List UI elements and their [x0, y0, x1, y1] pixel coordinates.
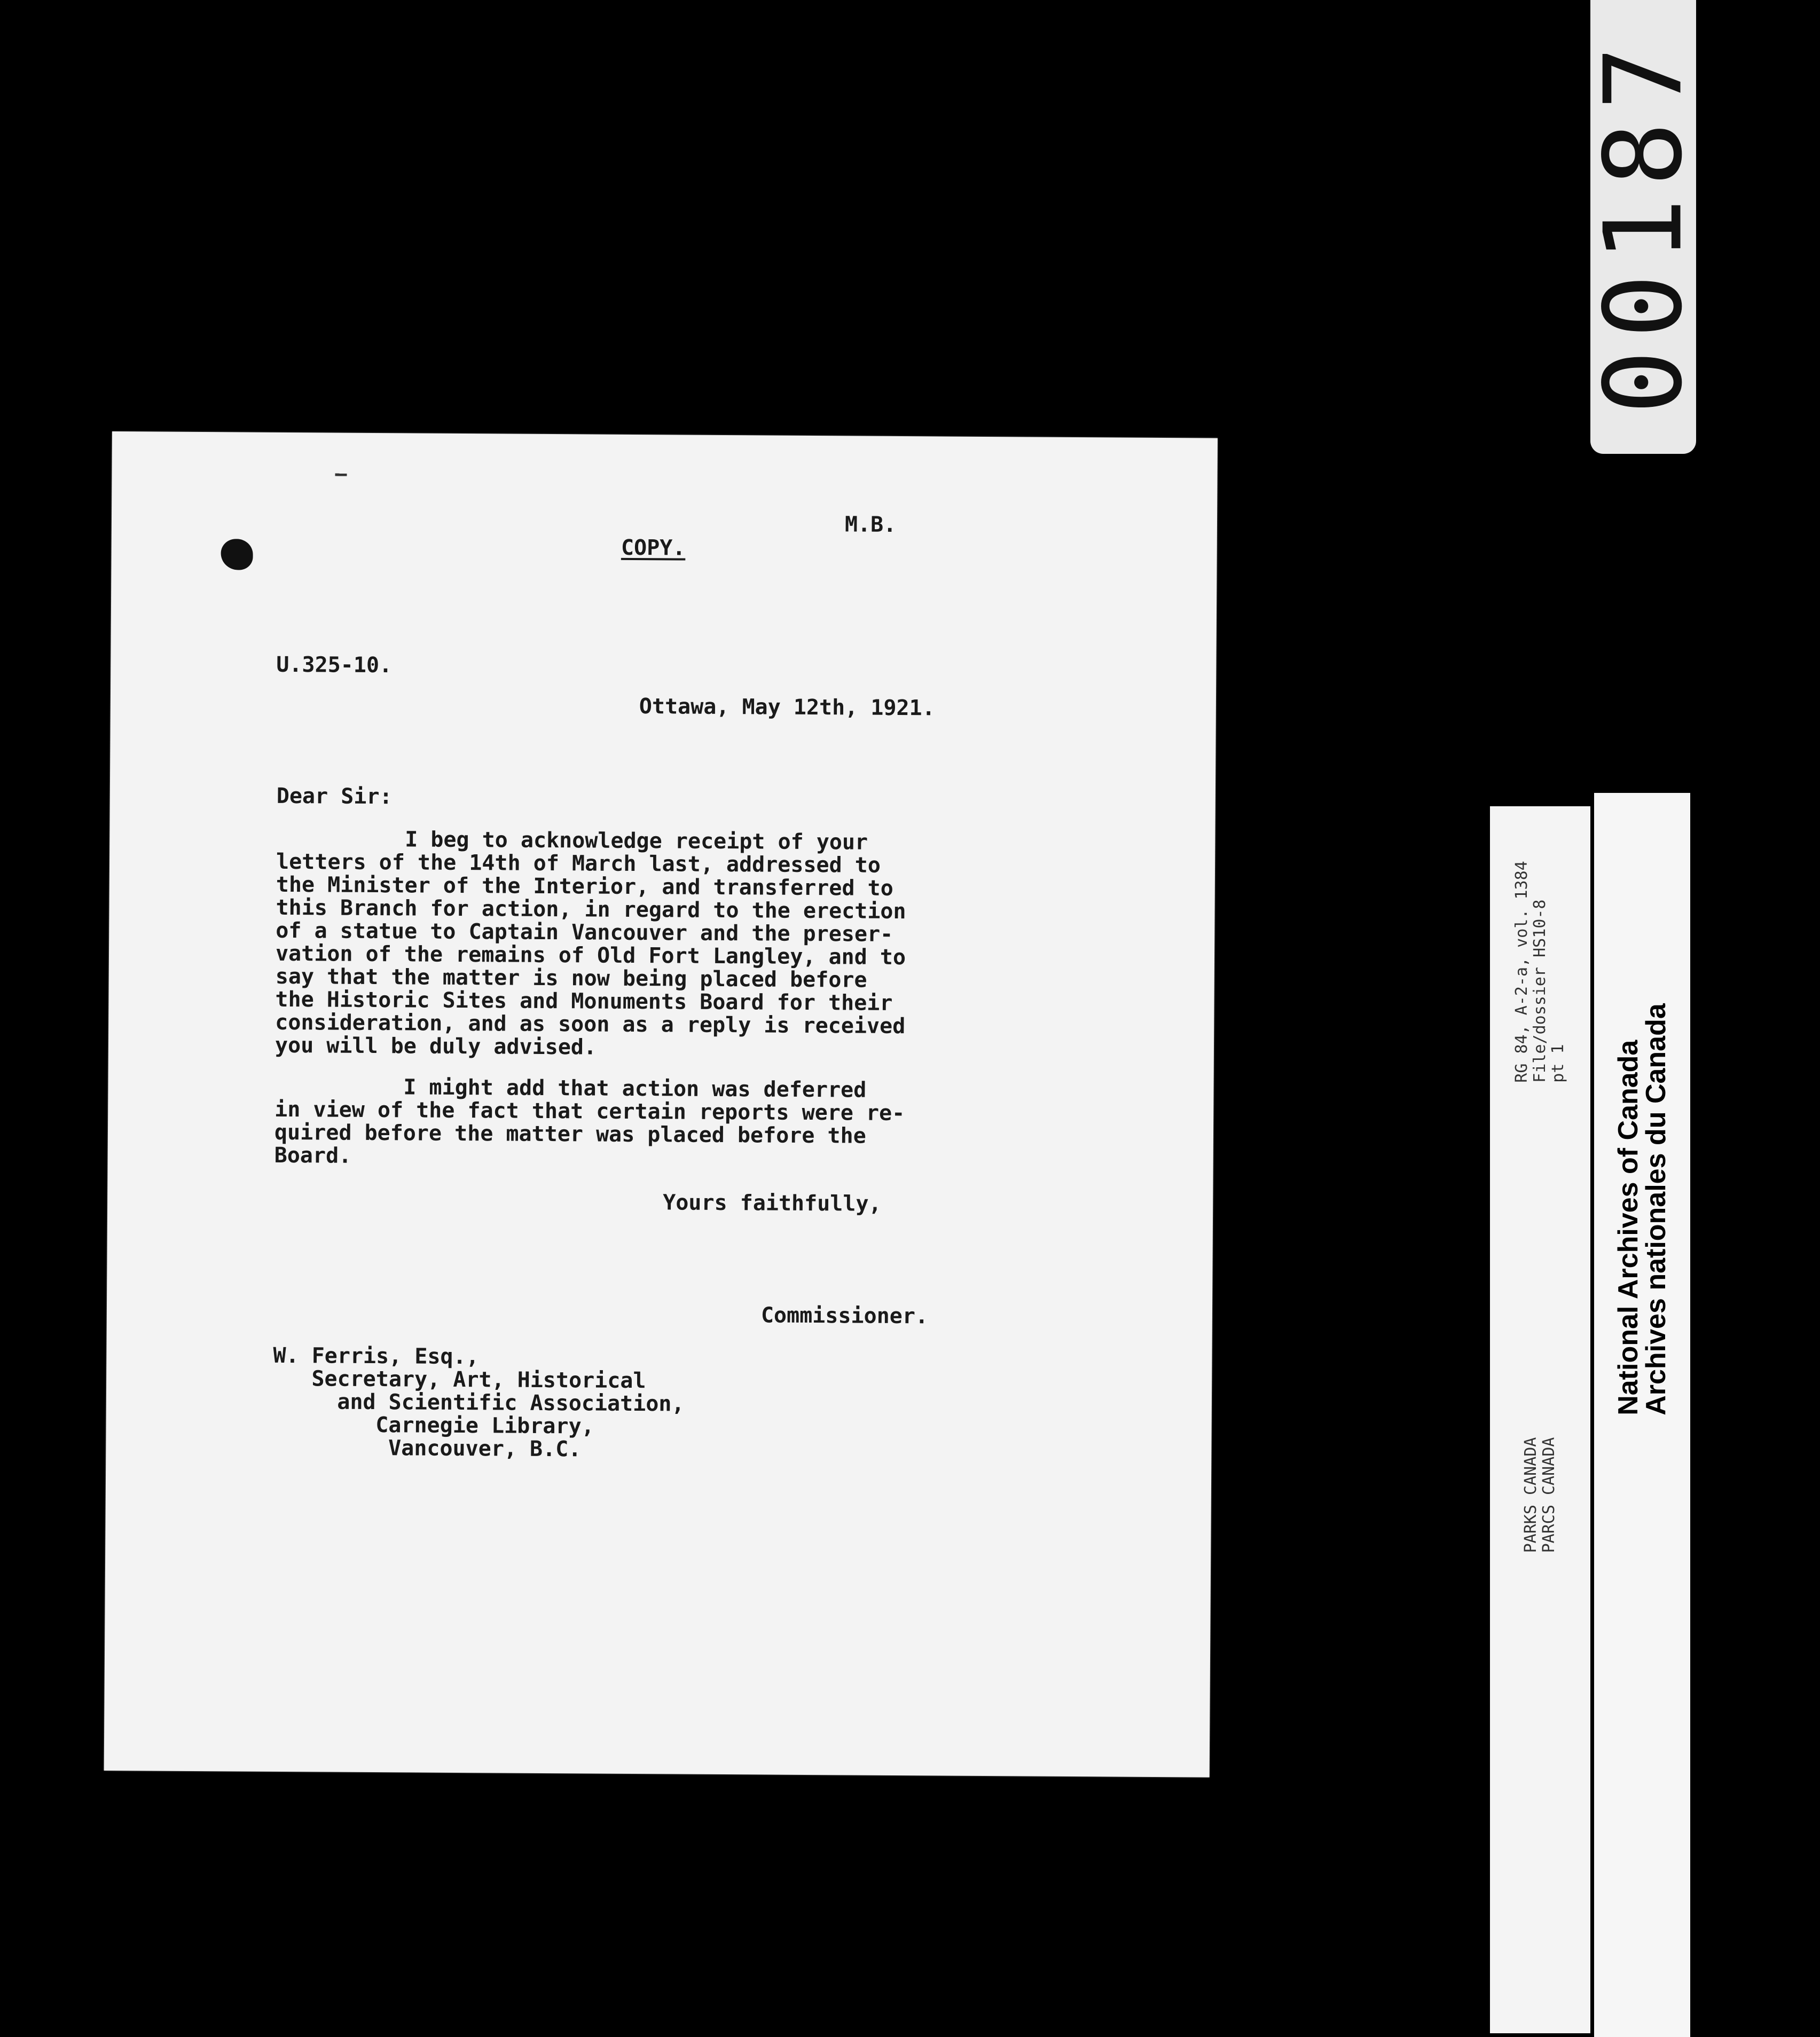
dateline: Ottawa, May 12th, 1921. [639, 694, 935, 721]
signature-title: Commissioner. [760, 1303, 929, 1329]
archives-label [1594, 793, 1690, 2037]
body-paragraph-2: I might add that action was deferred in view of the fact that certain reports were re- quired before the matter was placed before the Board. [274, 1074, 905, 1168]
agency-label: PARKS CANADA PARCS CANADA [1521, 1437, 1558, 1553]
copy-header [569, 510, 897, 609]
archives-name: National Archives of Canada Archives nationales du Canada [1613, 1003, 1672, 1415]
file-label [1490, 806, 1590, 2033]
ink-blot [221, 539, 253, 570]
stray-mark [335, 474, 347, 476]
file-reference-label: RG 84, A-2-a, vol. 1384 File/dossier HS10-8 pt 1 [1512, 861, 1567, 1083]
frame-number-strip [1581, 0, 1706, 454]
salutation: Dear Sir: [276, 783, 393, 809]
closing: Yours faithfully, [663, 1190, 882, 1216]
frame-number: 00187 [1581, 34, 1706, 415]
body-paragraph-1: I beg to acknowledge receipt of your letters of the 14th of March last, addressed to the Minister of the Interior, and transferred to this Branch for action, in regard to the erection of a statue to Captain Vancouver and the preser- vation of the remains of Old Fort Langley, and to say that the matter is now being placed before the Historic Sites and Monuments Board for their consideration, and as soon as a reply is received you will be duly advised. [274, 826, 906, 1060]
letter-page [104, 431, 1218, 1778]
file-reference: U.325-10. [276, 652, 393, 678]
copy-label: COPY. [621, 535, 686, 561]
initials: M.B. [844, 512, 897, 537]
recipient-address: W. Ferris, Esq., Secretary, Art, Historical and Scientific Association, Carnegie Library, Vancouver, B.C. [272, 1343, 685, 1462]
